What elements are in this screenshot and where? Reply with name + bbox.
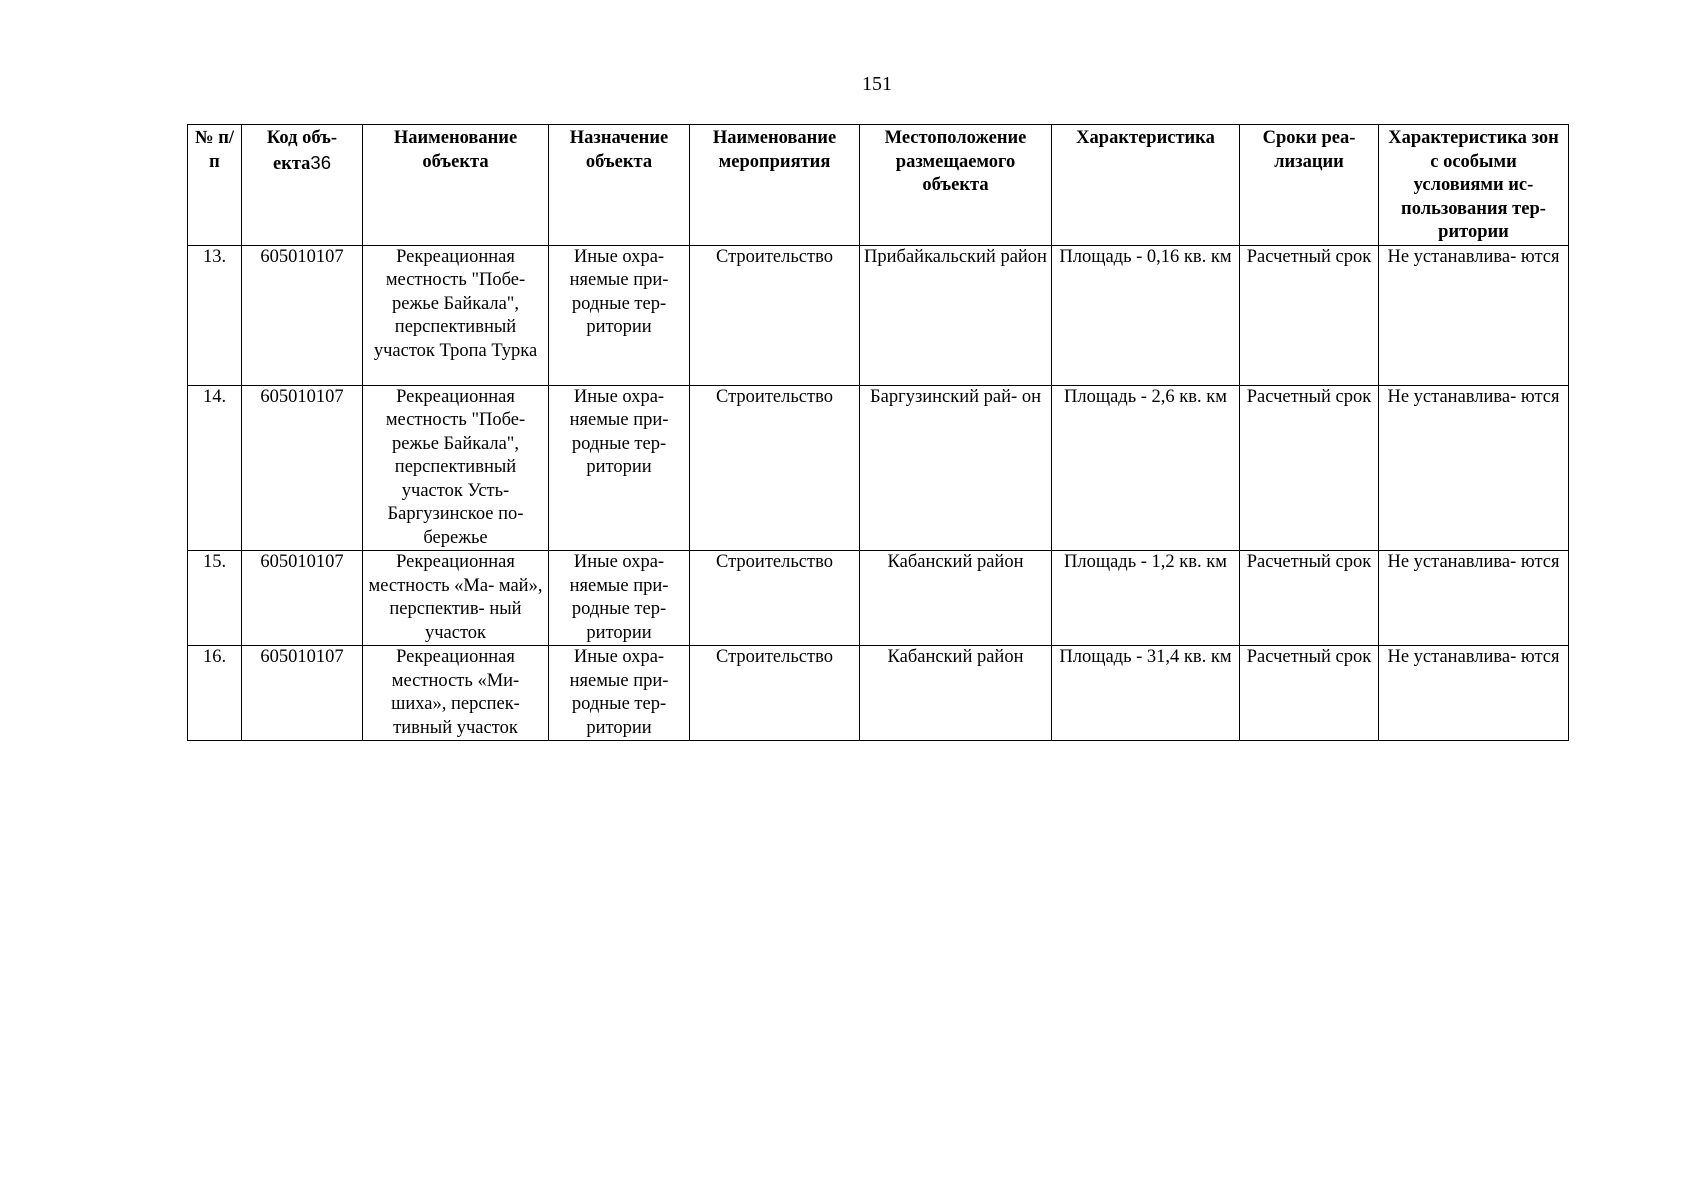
header-object-code-label: Код объ- екта [266,128,338,174]
cell-name: Рекреационная местность «Ми- шиха», перспек- тивный участок [363,646,549,741]
cell-number: 13. [188,245,242,385]
table-header-row [188,125,1569,246]
cell-name: Рекреационная местность "Побе- режье Байкала", перспективный участок Усть- Баргузинское по- бережье [363,385,549,551]
cell-code: 605010107 [242,385,363,551]
cell-term: Расчетный срок [1240,385,1379,551]
table-row [188,385,1569,551]
cell-characteristic: Площадь - 2,6 кв. км [1052,385,1240,551]
header-term: Сроки реа- лизации [1240,125,1379,246]
cell-number: 14. [188,385,242,551]
cell-code: 605010107 [242,551,363,646]
header-location: Местоположение размещаемого объекта [860,125,1052,246]
cell-number: 16. [188,646,242,741]
header-object-name: Наименование объекта [363,125,549,246]
table-row [188,551,1569,646]
header-characteristic: Характеристика [1052,125,1240,246]
cell-activity: Строительство [690,245,860,385]
cell-zones: Не устанавлива- ются [1379,551,1569,646]
header-object-purpose: Назначение объекта [549,125,690,246]
cell-code: 605010107 [242,646,363,741]
cell-location: Кабанский район [860,646,1052,741]
cell-characteristic: Площадь - 31,4 кв. км [1052,646,1240,741]
cell-activity: Строительство [690,646,860,741]
cell-activity: Строительство [690,551,860,646]
cell-characteristic: Площадь - 1,2 кв. км [1052,551,1240,646]
cell-code: 605010107 [242,245,363,385]
header-zones: Характеристика зон с особыми условиями ис- пользования тер- ритории [1379,125,1569,246]
cell-purpose: Иные охра- няемые при- родные тер- ритории [549,646,690,741]
table-row [188,646,1569,741]
cell-zones: Не устанавлива- ются [1379,646,1569,741]
cell-characteristic: Площадь - 0,16 кв. км [1052,245,1240,385]
header-number: № п/п [188,125,242,246]
cell-term: Расчетный срок [1240,646,1379,741]
table-row [188,245,1569,385]
cell-zones: Не устанавлива- ются [1379,245,1569,385]
cell-name: Рекреационная местность «Ма- май», перспектив- ный участок [363,551,549,646]
cell-location: Кабанский район [860,551,1052,646]
cell-term: Расчетный срок [1240,245,1379,385]
cell-term: Расчетный срок [1240,551,1379,646]
header-activity-name: Наименование мероприятия [690,125,860,246]
page-number: 151 [862,73,892,95]
cell-number: 15. [188,551,242,646]
cell-name: Рекреационная местность "Побе- режье Байкала", перспективный участок Тропа Турка [363,245,549,385]
cell-purpose: Иные охра- няемые при- родные тер- ритории [549,245,690,385]
cell-purpose: Иные охра- няемые при- родные тер- ритории [549,385,690,551]
objects-table [187,124,1569,741]
cell-location: Баргузинский рай- он [860,385,1052,551]
header-object-code [242,125,363,246]
header-code-footnote: 36 [310,151,331,173]
cell-activity: Строительство [690,385,860,551]
cell-zones: Не устанавлива- ются [1379,385,1569,551]
cell-purpose: Иные охра- няемые при- родные тер- ритории [549,551,690,646]
cell-location: Прибайкальский район [860,245,1052,385]
